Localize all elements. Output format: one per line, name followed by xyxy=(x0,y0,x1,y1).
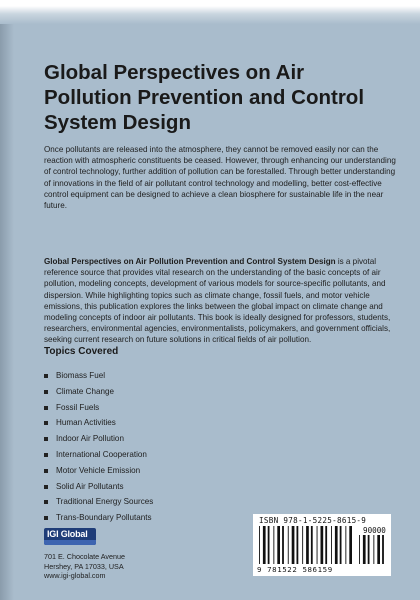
barcode-bar xyxy=(321,526,324,564)
topic-label: Fossil Fuels xyxy=(56,402,100,412)
description-paragraph xyxy=(44,256,396,346)
topic-label: Indoor Air Pollution xyxy=(56,434,124,444)
topic-item xyxy=(44,431,153,447)
topic-label: Climate Change xyxy=(56,386,115,396)
topic-item xyxy=(44,494,153,510)
barcode-bar xyxy=(345,526,346,564)
barcode-digits: 9 781522 586159 xyxy=(257,565,333,574)
topic-label: Solid Air Pollutants xyxy=(56,481,124,491)
barcode-bar xyxy=(373,535,374,564)
bullet-icon xyxy=(44,390,48,394)
topic-label: Biomass Fuel xyxy=(56,371,106,380)
logo-strip xyxy=(44,540,96,545)
bullet-icon xyxy=(44,406,48,410)
bullet-icon xyxy=(44,421,48,425)
barcode-box xyxy=(253,514,391,576)
barcode-bar xyxy=(331,526,332,564)
topic-item xyxy=(44,447,153,463)
barcode-bar xyxy=(288,526,289,564)
topic-label: Motor Vehicle Emission xyxy=(56,465,141,475)
barcode-bar xyxy=(306,526,309,564)
intro-paragraph: Once pollutants are released into the atmosphere, they cannot be removed easily nor can the reaction with atmospheric constituents be ceased. However, through enhancing our understanding of control technology, further addition of pollution can be forestalled. Through better understanding of innovations in the field of air pollutant control technology and modelling, better cost-effective control equipment can be designed to achieve a clean biosphere for sustainable life in the near future. xyxy=(44,145,396,211)
barcode-bar xyxy=(349,526,352,564)
barcode-bar xyxy=(335,526,338,564)
topic-item xyxy=(44,368,153,384)
barcode-bar xyxy=(340,526,342,564)
top-edge xyxy=(0,0,420,24)
barcode-bar xyxy=(282,526,284,564)
barcode-bar xyxy=(368,535,370,564)
bullet-icon xyxy=(44,374,48,378)
barcode-bar xyxy=(292,526,295,564)
barcode-bar xyxy=(259,526,260,564)
spine-shadow xyxy=(0,0,14,600)
topic-item xyxy=(44,400,153,416)
topic-label: International Cooperation xyxy=(56,449,147,459)
address-line: 701 E. Chocolate Avenue xyxy=(44,552,125,561)
address-line: Hershey, PA 17033, USA xyxy=(44,561,124,571)
barcode-bar xyxy=(273,526,274,564)
topic-label: Human Activities xyxy=(56,418,116,428)
topic-label: Trans-Boundary Pollutants xyxy=(56,513,152,523)
barcode-bar xyxy=(377,535,380,564)
description-title: Global Perspectives on Air Pollution Prevention and Control System Design xyxy=(44,257,336,266)
igi-global-logo xyxy=(44,528,96,545)
barcode-bar xyxy=(325,526,327,564)
barcode-addon-bars xyxy=(359,535,387,564)
barcode-bar xyxy=(363,535,366,564)
bullet-icon xyxy=(44,485,48,489)
price-code: 90000 xyxy=(363,526,386,535)
barcode-bar xyxy=(302,526,303,564)
website-line: www.igi-global.com xyxy=(44,571,106,581)
topic-item xyxy=(44,415,153,431)
topic-item xyxy=(44,479,153,495)
barcode-bar xyxy=(297,526,299,564)
isbn-label: ISBN 978-1-5225-8615-9 xyxy=(259,516,367,525)
bullet-icon xyxy=(44,500,48,504)
topic-item xyxy=(44,510,153,526)
topic-item xyxy=(44,384,153,400)
bullet-icon xyxy=(44,469,48,473)
bullet-icon xyxy=(44,437,48,441)
barcode-bar xyxy=(359,535,360,564)
publisher-address xyxy=(44,552,125,581)
topic-label: Traditional Energy Sources xyxy=(56,497,154,507)
bullet-icon xyxy=(44,453,48,457)
barcode-main-bars xyxy=(259,526,355,564)
topics-list xyxy=(44,368,153,526)
topics-heading: Topics Covered xyxy=(44,346,119,357)
logo-text: IGI Global xyxy=(47,529,88,539)
barcode-bar xyxy=(277,526,280,564)
topic-item xyxy=(44,463,153,479)
barcode-bar xyxy=(311,526,313,564)
book-title: Global Perspectives on Air Pollution Prevention and Control System Design xyxy=(44,61,365,134)
barcode-bar xyxy=(268,526,270,564)
barcode-bar xyxy=(317,526,318,564)
barcode-bar xyxy=(382,535,384,564)
description-body: is a pivotal reference source that provides vital research on the understanding of the basic concepts of air pollution, modeling concepts, development of various models for source-specific pollutants, and dispersion. While highlighting topics such as climate change, fossil fuels, and motor vehicle emissions, this publication explores the links between the global impact on climate change and modeling concepts of indoor air pollutants. This book is ideally designed for professors, students, researchers, environmental agencies, environmentalists, policymakers, and government officials, seeking current research on future solutions in critical fields of air pollution. xyxy=(44,257,391,345)
bullet-icon xyxy=(44,516,48,520)
barcode-bar xyxy=(263,526,266,564)
